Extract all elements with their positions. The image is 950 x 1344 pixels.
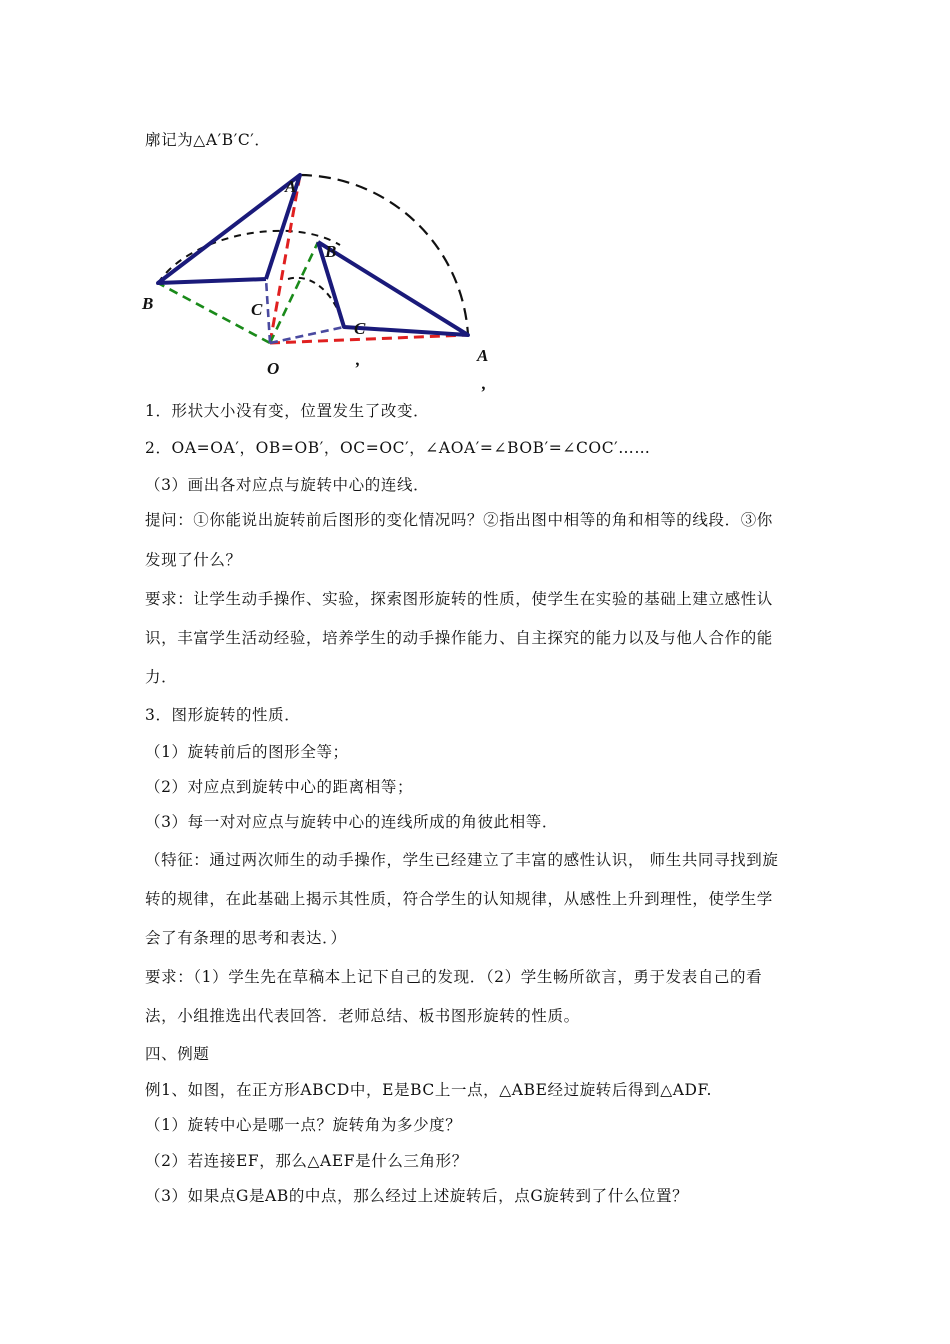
text-line: （3）画出各对应点与旋转中心的连线． [145, 476, 430, 494]
text-line: 会了有条理的思考和表达．） [145, 929, 347, 947]
text-line: 提问：①你能说出旋转前后图形的变化情况吗？②指出图中相等的角和相等的线段．③你 [145, 511, 773, 529]
prime-mark-a: , [482, 374, 487, 393]
triangle-abc [158, 175, 300, 283]
text-line: 1．形状大小没有变，位置发生了改变． [145, 402, 430, 420]
text-line: （1）旋转中心是哪一点？旋转角为多少度？ [145, 1116, 462, 1134]
text-line: （3）每一对对应点与旋转中心的连线所成的角彼此相等． [145, 813, 558, 831]
label-c: C [251, 300, 263, 319]
text-line: 识，丰富学生活动经验，培养学生的动手操作能力、自主探究的能力以及与他人合作的能 [145, 629, 773, 647]
text-line: （2）对应点到旋转中心的距离相等； [145, 778, 414, 796]
text-line: 例1、如图，在正方形ABCD中，E是BC上一点，△ABE经过旋转后得到△ADF. [145, 1081, 713, 1099]
text-line: 廓记为△A′B′C′． [145, 131, 271, 149]
section-heading: 四、例题 [145, 1045, 210, 1063]
text-line: 力． [145, 668, 178, 686]
text-line: 2．OA=OA′，OB=OB′，OC=OC′，∠AOA′=∠BOB′=∠COC′…… [145, 439, 651, 457]
text-line: （2）若连接EF，那么△AEF是什么三角形？ [145, 1152, 468, 1170]
label-a: A [285, 177, 297, 196]
text-line: 发现了什么？ [145, 551, 242, 569]
text-line: 要求：（1）学生先在草稿本上记下自己的发现．（2）学生畅所欲言，勇于发表自己的看 [145, 968, 763, 986]
text-line: 转的规律，在此基础上揭示其性质，符合学生的认知规律，从感性上升到理性，使学生学 [145, 890, 773, 908]
label-b: B [142, 294, 154, 313]
text-line: （1）旋转前后的图形全等； [145, 743, 349, 761]
arc-b [158, 231, 340, 283]
line-ob-prime [270, 242, 318, 343]
rotation-figure [130, 165, 510, 400]
label-a-prime: A [477, 346, 489, 365]
text-line: （3）如果点G是AB的中点，那么经过上述旋转后，点G旋转到了什么位置？ [145, 1187, 689, 1205]
label-b-prime: B [325, 242, 337, 261]
rotation-diagram [130, 165, 510, 400]
triangle-abc-prime [318, 242, 468, 335]
text-line: 3．图形旋转的性质． [145, 706, 301, 724]
label-o: O [267, 359, 280, 378]
prime-mark-c: , [356, 350, 361, 369]
text-line: 要求：让学生动手操作、实验，探索图形旋转的性质，使学生在实验的基础上建立感性认 [145, 590, 773, 608]
text-line: 法，小组推选出代表回答．老师总结、板书图形旋转的性质。 [145, 1007, 580, 1025]
text-line: （特征：通过两次师生的动手操作，学生已经建立了丰富的感性认识， 师生共同寻找到旋 [145, 851, 779, 869]
line-oc [266, 279, 270, 343]
label-c-prime: C [354, 319, 366, 338]
